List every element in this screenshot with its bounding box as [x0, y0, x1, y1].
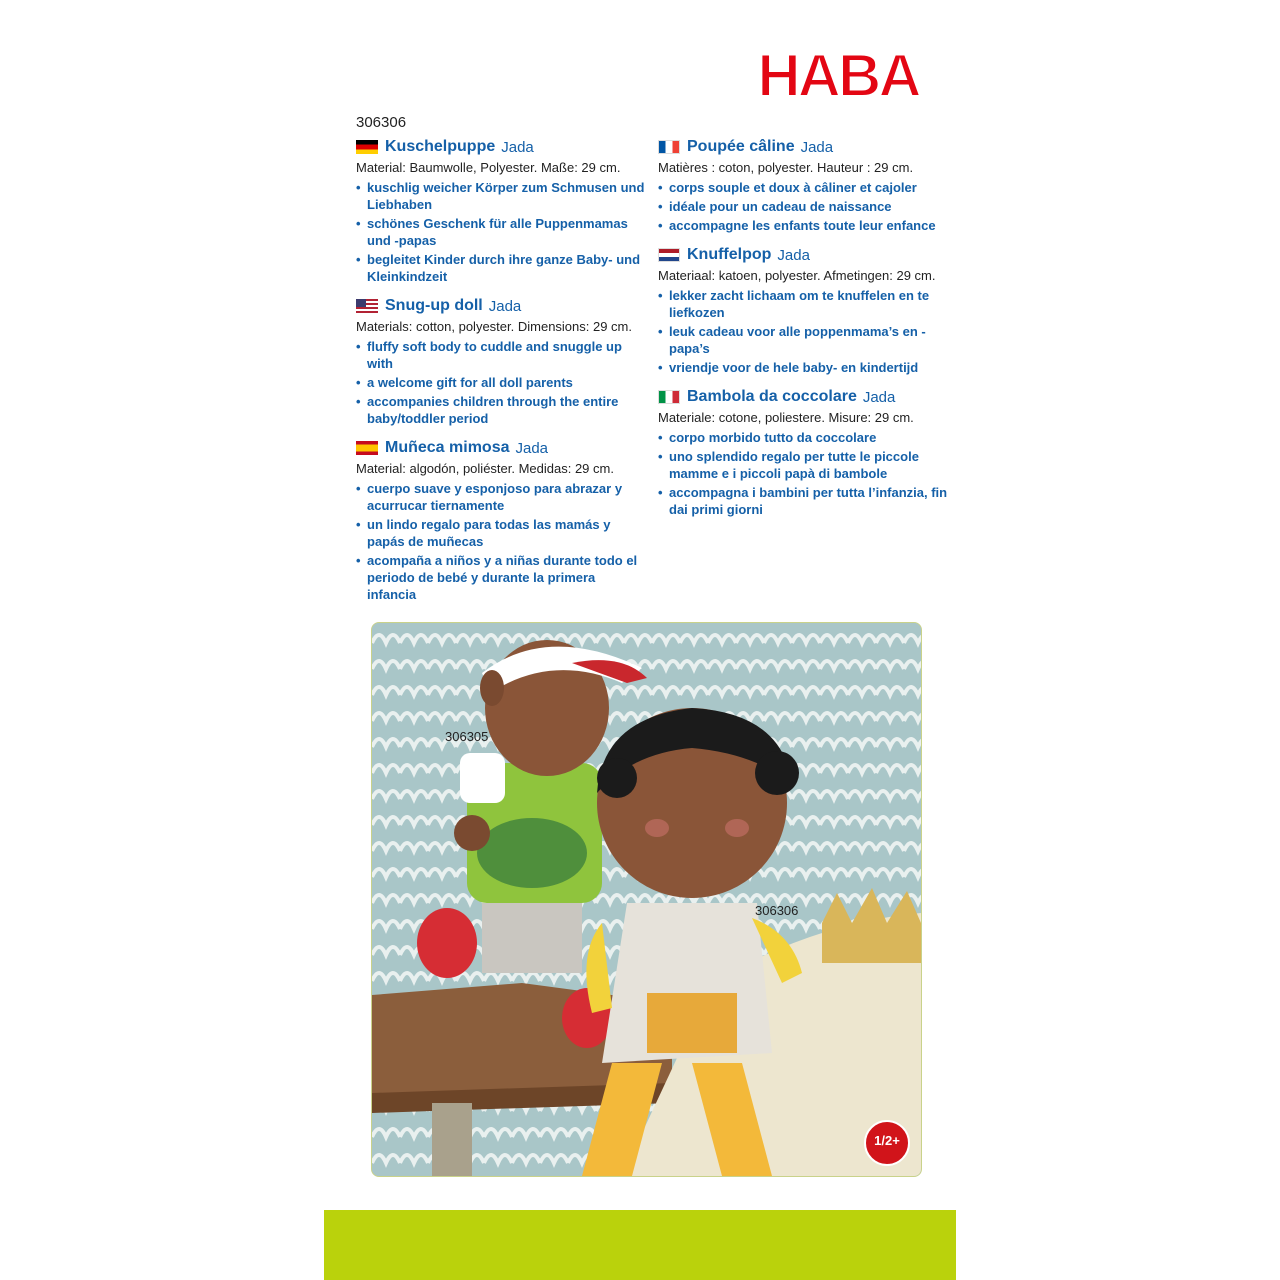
material-line: Matières : coton, polyester. Hauteur : 29 cm.: [658, 160, 914, 175]
feature-list: [356, 338, 646, 427]
us-flag-icon: [356, 299, 378, 313]
section-de: [356, 136, 646, 285]
material-line: Materiale: cotone, poliestere. Misure: 29 cm.: [658, 410, 914, 425]
section-fr: [658, 136, 948, 234]
doll-illustration: [372, 623, 921, 1176]
section-title: Bambola da coccolare: [687, 388, 857, 405]
material-line: Material: algodón, poliéster. Medidas: 29 cm.: [356, 461, 614, 476]
list-item: • accompanies children through the entire baby/toddler period: [356, 393, 646, 427]
list-item: • accompagna i bambini per tutta l’infanzia, fin dai primi giorni: [658, 484, 948, 518]
german-flag-icon: [356, 140, 378, 154]
age-badge: 1/2+: [874, 1133, 900, 1148]
bottom-color-bar: [324, 1210, 956, 1280]
product-name: Jada: [515, 439, 549, 457]
list-item: • uno splendido regalo per tutte le piccole mamme e i piccoli papà di bambole: [658, 448, 948, 482]
material-line: Material: Baumwolle, Polyester. Maße: 29 cm.: [356, 160, 621, 175]
label-boy-doll: 306305: [445, 729, 489, 744]
feature-list: [356, 179, 646, 285]
section-title: Knuffelpop: [687, 246, 772, 263]
product-photo: [371, 622, 922, 1177]
list-item: • schönes Geschenk für alle Puppenmamas und -papas: [356, 215, 646, 249]
material-line: Materiaal: katoen, polyester. Afmetingen: 29 cm.: [658, 268, 936, 283]
feature-list: [658, 429, 948, 518]
dutch-flag-icon: [658, 248, 680, 262]
italian-flag-icon: [658, 390, 680, 404]
list-item: • un lindo regalo para todas las mamás y papás de muñecas: [356, 516, 646, 550]
material-line: Materials: cotton, polyester. Dimensions: 29 cm.: [356, 319, 633, 334]
section-title: Muñeca mimosa: [385, 439, 510, 456]
list-item: • fluffy soft body to cuddle and snuggle up with: [356, 338, 646, 372]
list-item: • vriendje voor de hele baby- en kindertijd: [658, 359, 948, 376]
section-title: Poupée câline: [687, 138, 795, 155]
list-item: • corpo morbido tutto da coccolare: [658, 429, 948, 446]
list-item: • a welcome gift for all doll parents: [356, 374, 646, 391]
spanish-flag-icon: [356, 441, 378, 455]
feature-list: [356, 480, 646, 603]
product-name: Jada: [862, 388, 896, 406]
feature-list: [658, 287, 948, 376]
section-es: [356, 437, 646, 603]
product-name: Jada: [777, 246, 810, 264]
french-flag-icon: [658, 140, 680, 154]
feature-list: [658, 179, 948, 234]
list-item: • kuschlig weicher Körper zum Schmusen und Liebhaben: [356, 179, 646, 213]
list-item: • lekker zacht lichaam om te knuffelen en te liefkozen: [658, 287, 948, 321]
product-name: Jada: [488, 297, 522, 315]
list-item: • corps souple et doux à câliner et cajoler: [658, 179, 948, 196]
product-name: Jada: [800, 138, 834, 156]
section-title: Kuschelpuppe: [385, 138, 496, 155]
section-title: Snug-up doll: [385, 297, 483, 314]
right-column: [658, 136, 948, 528]
product-name: Jada: [501, 138, 534, 156]
list-item: • acompaña a niños y a niñas durante todo el periodo de bebé y durante la primera infancia: [356, 552, 646, 603]
section-it: [658, 386, 948, 518]
list-item: • leuk cadeau voor alle poppenmama’s en -papa’s: [658, 323, 948, 357]
label-girl-doll: 306306: [755, 903, 799, 918]
list-item: • begleitet Kinder durch ihre ganze Baby- und Kleinkindzeit: [356, 251, 646, 285]
left-column: [356, 136, 646, 613]
logo-text: HABA: [757, 42, 919, 109]
section-nl: [658, 244, 948, 376]
list-item: • cuerpo suave y esponjoso para abrazar y acurrucar tiernamente: [356, 480, 646, 514]
section-en: [356, 295, 646, 427]
haba-logo: [752, 40, 924, 118]
article-number: 306306: [356, 114, 407, 131]
list-item: • accompagne les enfants toute leur enfance: [658, 217, 948, 234]
list-item: • idéale pour un cadeau de naissance: [658, 198, 948, 215]
